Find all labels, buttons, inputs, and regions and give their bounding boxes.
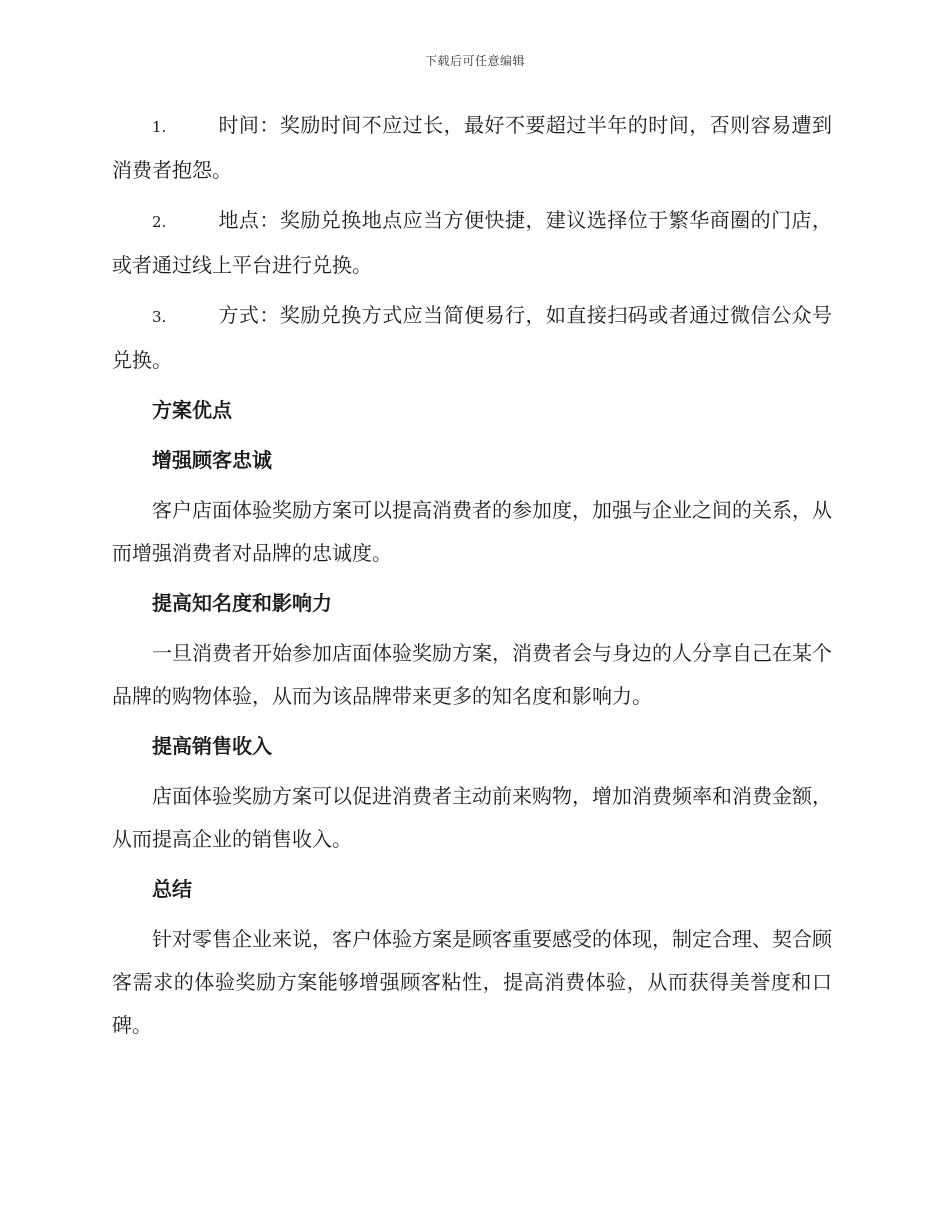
page-header-note: 下载后可任意编辑	[424, 54, 525, 68]
list-item-method	[112, 294, 832, 382]
list-item-number: 2.	[152, 213, 167, 231]
list-item-text: 方式：奖励兑换方式应当简便易行，如直接扫码或者通过微信公众号兑换。	[112, 303, 832, 372]
list-item-text: 时间：奖励时间不应过长，最好不要超过半年的时间，否则容易遭到消费者抱怨。	[112, 113, 832, 182]
section-heading-advantages: 方案优点	[152, 398, 232, 422]
paragraph-sales-revenue: 店面体验奖励方案可以促进消费者主动前来购物，增加消费频率和消费金额，从而提高企业的销售收入。	[112, 784, 832, 851]
list-item-text: 地点：奖励兑换地点应当方便快捷，建议选择位于繁华商圈的门店，或者通过线上平台进行兑换。	[112, 208, 832, 277]
subheading-customer-loyalty: 增强顾客忠诚	[152, 448, 272, 472]
list-item-time	[112, 104, 832, 192]
document-body	[112, 104, 832, 1054]
paragraph-customer-loyalty: 客户店面体验奖励方案可以提高消费者的参加度，加强与企业之间的关系，从而增强消费者对品牌的忠诚度。	[112, 498, 832, 565]
subheading-sales-revenue: 提高销售收入	[152, 734, 272, 758]
subheading-brand-awareness: 提高知名度和影响力	[152, 591, 332, 615]
list-item-number: 1.	[152, 118, 167, 136]
list-item-location	[112, 199, 832, 287]
list-item-number: 3.	[152, 308, 167, 326]
paragraph-summary: 针对零售企业来说，客户体验方案是顾客重要感受的体现，制定合理、契合顾客需求的体验奖励方案能够增强顾客粘性，提高消费体验，从而获得美誉度和口碑。	[112, 927, 832, 1037]
section-heading-summary: 总结	[152, 877, 192, 901]
paragraph-brand-awareness: 一旦消费者开始参加店面体验奖励方案，消费者会与身边的人分享自己在某个品牌的购物体验，从而为该品牌带来更多的知名度和影响力。	[112, 641, 832, 708]
